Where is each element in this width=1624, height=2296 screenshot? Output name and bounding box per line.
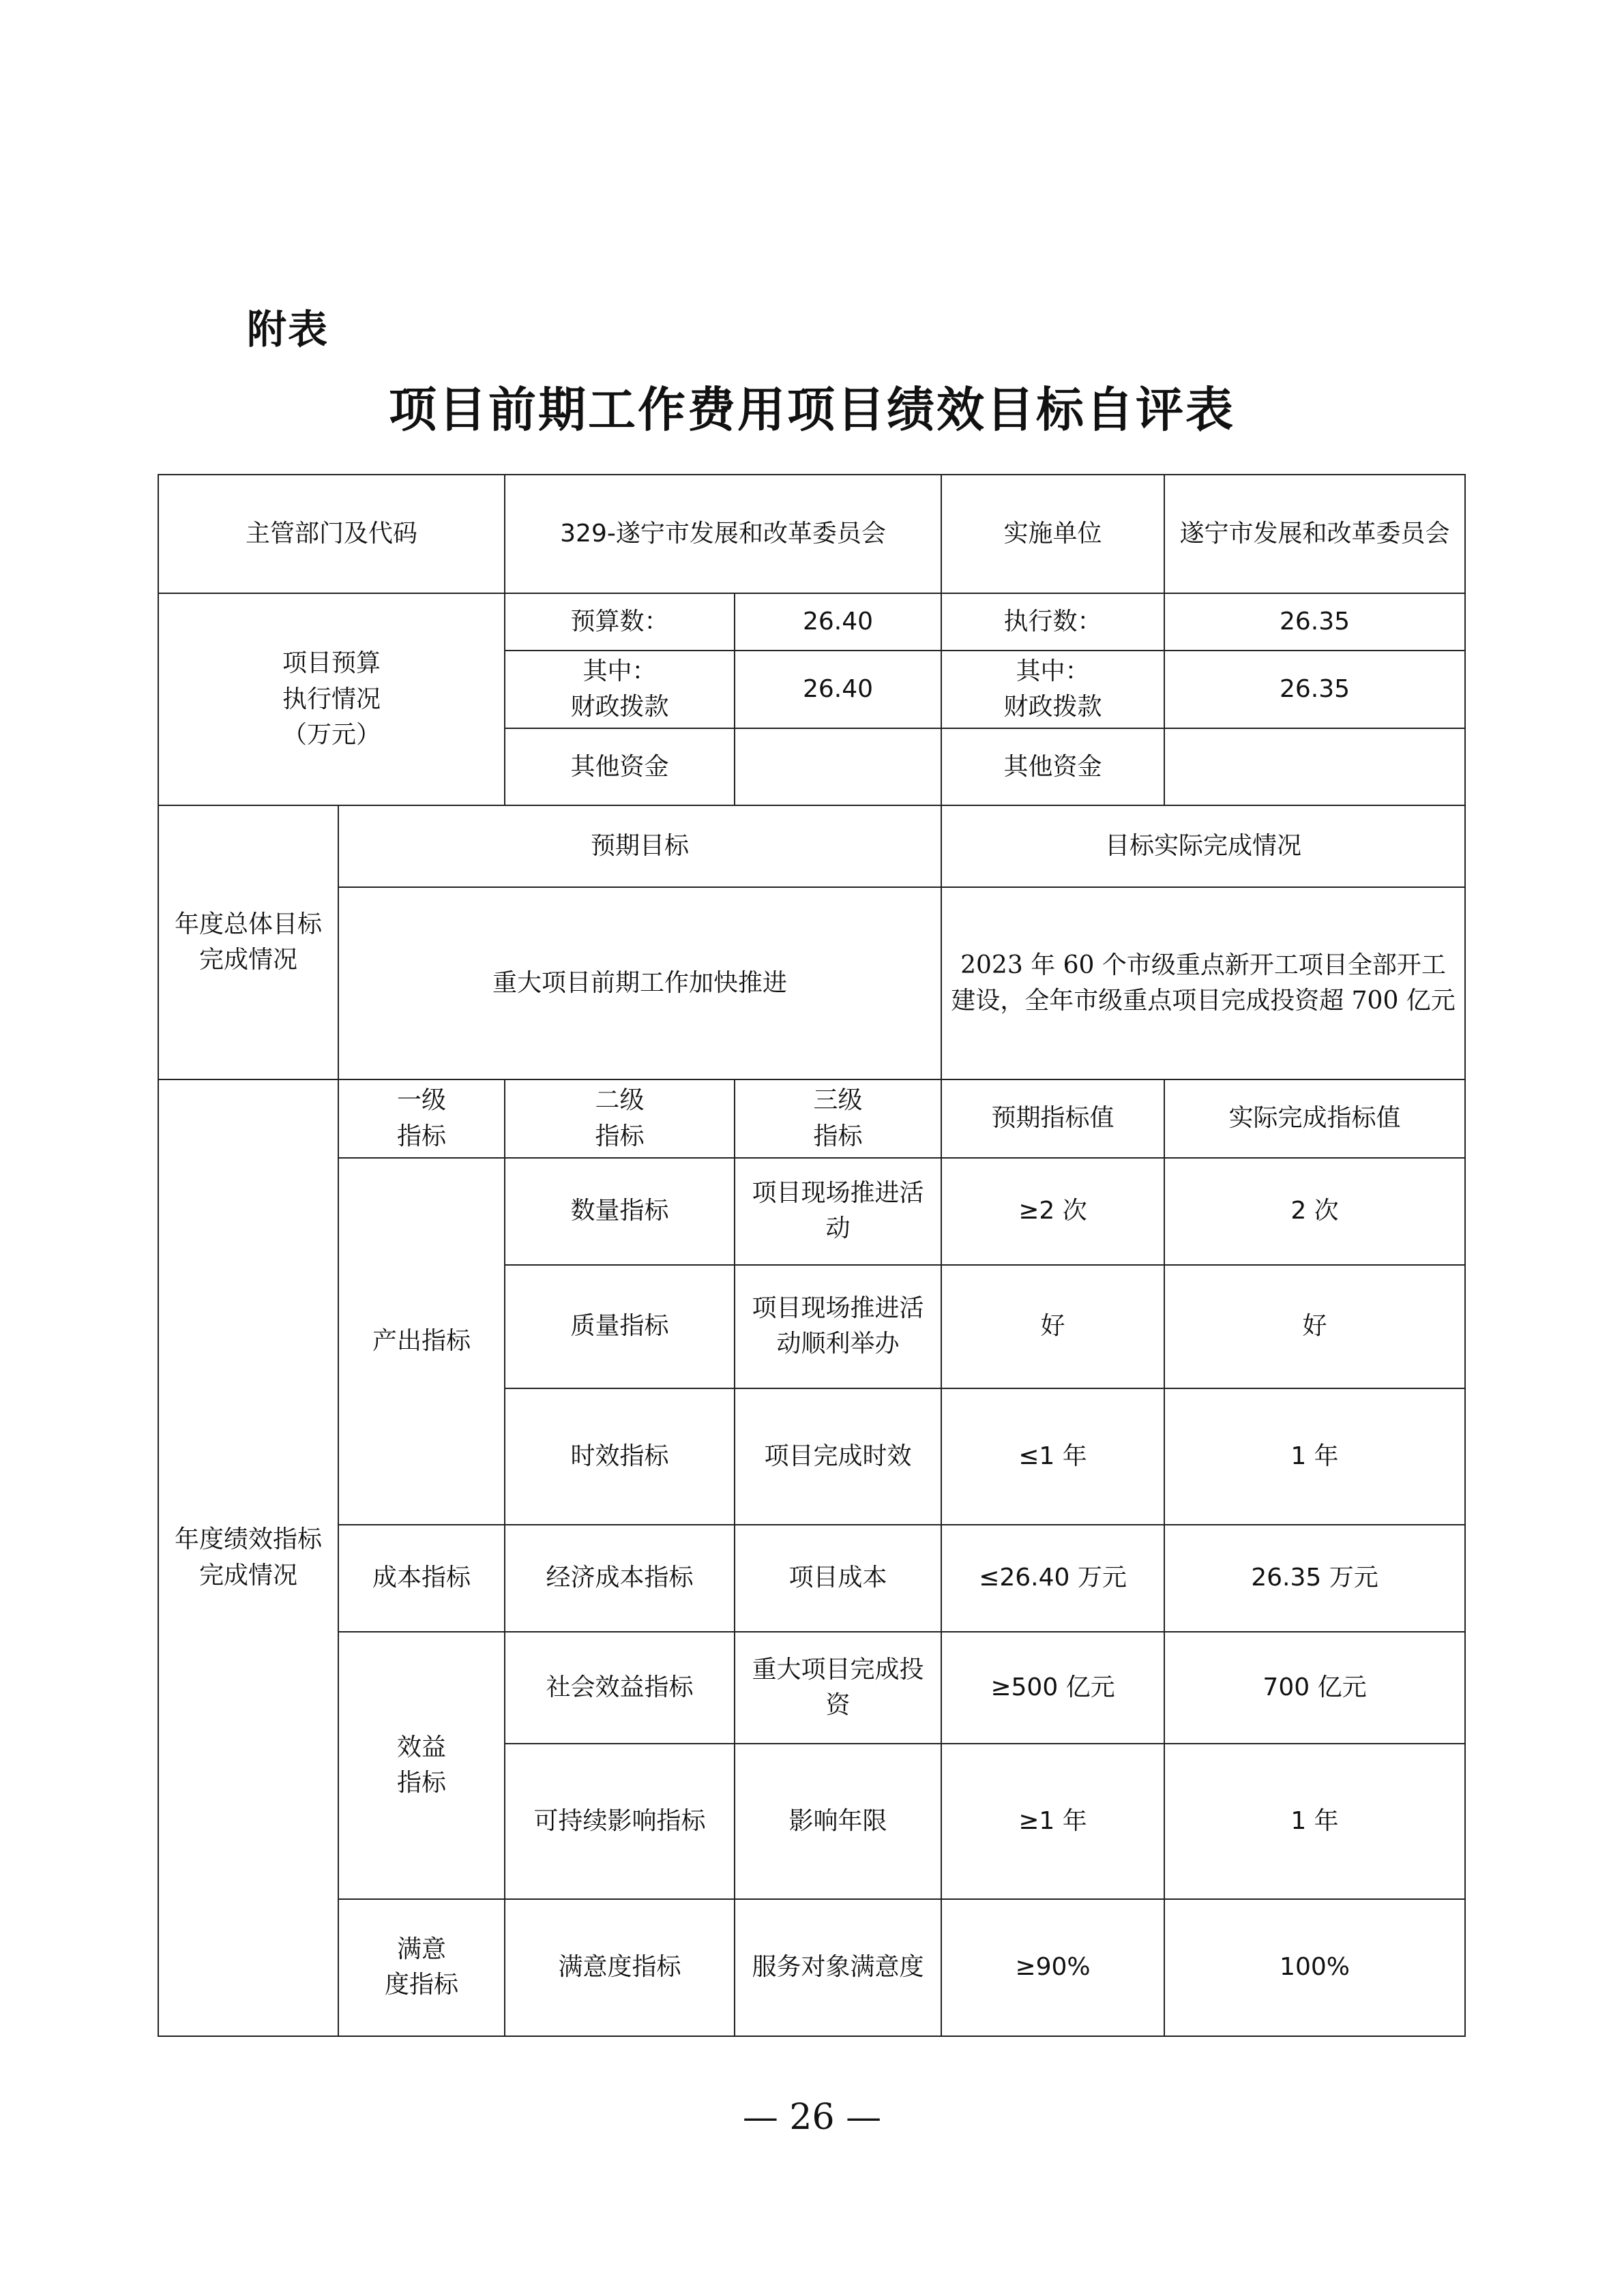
- expected-value-cell: ≤26.40 万元: [941, 1525, 1164, 1632]
- actual-value-cell: 1 年: [1164, 1388, 1465, 1525]
- benefit-indicator-group: [338, 1632, 505, 1899]
- page-number: — 26 —: [742, 2097, 882, 2138]
- level3-header-line-1: 三级: [813, 1086, 863, 1115]
- expected-value-cell: ≥90%: [941, 1899, 1164, 2036]
- expected-goal-header: 预期目标: [338, 805, 941, 887]
- level3-cell: 服务对象满意度: [735, 1899, 941, 2036]
- level3-cell: 项目完成时效: [735, 1388, 941, 1525]
- budget-other-label: 其他资金: [505, 728, 735, 805]
- expected-value-cell: 好: [941, 1265, 1164, 1388]
- expected-value-cell: ≥1 年: [941, 1744, 1164, 1899]
- expected-value-header: 预期指标值: [941, 1079, 1164, 1157]
- output-indicator-group: 产出指标: [338, 1158, 505, 1525]
- level2-cell: 时效指标: [505, 1388, 735, 1525]
- benefit-group-line-1: 效益: [397, 1733, 447, 1761]
- table-row: [158, 1079, 1465, 1157]
- expected-goal-text: 重大项目前期工作加快推进: [338, 887, 941, 1079]
- exec-other-value: [1164, 728, 1465, 805]
- budget-label-line-1: 项目预算: [282, 649, 381, 678]
- satisfaction-group-line-2: 度指标: [385, 1971, 459, 1999]
- exec-amount-value: 26.35: [1164, 593, 1465, 651]
- document-title: 项目前期工作费用项目绩效目标自评表: [389, 382, 1235, 438]
- level1-header-line-1: 一级: [397, 1086, 447, 1115]
- exec-fiscal-value: 26.35: [1164, 651, 1465, 728]
- exec-fiscal-label: [941, 651, 1164, 728]
- actual-value-header: 实际完成指标值: [1164, 1079, 1465, 1157]
- actual-value-cell: 1 年: [1164, 1744, 1465, 1899]
- actual-goal-header: 目标实际完成情况: [941, 805, 1465, 887]
- level2-header: [505, 1079, 735, 1157]
- level3-cell: 项目成本: [735, 1525, 941, 1632]
- dept-value: 329-遂宁市发展和改革委员会: [505, 475, 941, 593]
- performance-evaluation-table: [158, 474, 1466, 2037]
- level3-cell: 项目现场推进活动: [735, 1158, 941, 1265]
- level2-cell: 社会效益指标: [505, 1632, 735, 1744]
- unit-label: 实施单位: [941, 475, 1164, 593]
- level3-cell: 影响年限: [735, 1744, 941, 1899]
- budget-amount-value: 26.40: [735, 593, 941, 651]
- annual-goal-label-line-2: 完成情况: [198, 946, 297, 974]
- level3-cell: 重大项目完成投资: [735, 1632, 941, 1744]
- expected-value-cell: ≤1 年: [941, 1388, 1164, 1525]
- actual-value-cell: 26.35 万元: [1164, 1525, 1465, 1632]
- fiscal-label: 财政拨款: [570, 693, 669, 721]
- level1-header: [338, 1079, 505, 1157]
- level2-cell: 质量指标: [505, 1265, 735, 1388]
- level2-cell: 满意度指标: [505, 1899, 735, 2036]
- actual-value-cell: 100%: [1164, 1899, 1465, 2036]
- table-row: [158, 1158, 1465, 1265]
- expected-value-cell: ≥500 亿元: [941, 1632, 1164, 1744]
- level2-header-line-2: 指标: [595, 1122, 645, 1150]
- of-which-label: 其中：: [582, 657, 657, 685]
- level2-cell: 可持续影响指标: [505, 1744, 735, 1899]
- budget-label-line-2: 执行情况: [282, 685, 381, 713]
- indicators-section-label: [158, 1079, 338, 2036]
- actual-value-cell: 2 次: [1164, 1158, 1465, 1265]
- budget-other-value: [735, 728, 941, 805]
- budget-label-line-3: （万元）: [282, 720, 381, 749]
- of-which-label: 其中：: [1016, 657, 1090, 685]
- cost-indicator-group: 成本指标: [338, 1525, 505, 1632]
- satisfaction-indicator-group: [338, 1899, 505, 2036]
- level2-cell: 经济成本指标: [505, 1525, 735, 1632]
- dept-label: 主管部门及代码: [158, 475, 505, 593]
- table-row: [158, 1899, 1465, 2036]
- actual-goal-text: 2023 年 60 个市级重点新开工项目全部开工建设，全年市级重点项目完成投资超 700 亿元: [941, 887, 1465, 1079]
- table-row: [158, 475, 1465, 593]
- table-row: [158, 1525, 1465, 1632]
- level3-cell: 项目现场推进活动顺利举办: [735, 1265, 941, 1388]
- level1-header-line-2: 指标: [397, 1122, 447, 1150]
- appendix-label: 附表: [247, 306, 329, 353]
- table-row: [158, 887, 1465, 1079]
- level3-header: [735, 1079, 941, 1157]
- table-row: [158, 805, 1465, 887]
- expected-value-cell: ≥2 次: [941, 1158, 1164, 1265]
- level2-cell: 数量指标: [505, 1158, 735, 1265]
- table-row: [158, 593, 1465, 651]
- actual-value-cell: 好: [1164, 1265, 1465, 1388]
- exec-amount-label: 执行数：: [941, 593, 1164, 651]
- satisfaction-group-line-1: 满意: [397, 1935, 447, 1964]
- level3-header-line-2: 指标: [813, 1122, 863, 1150]
- annual-goal-label-line-1: 年度总体目标: [174, 910, 322, 939]
- budget-fiscal-label: [505, 651, 735, 728]
- exec-other-label: 其他资金: [941, 728, 1164, 805]
- unit-value: 遂宁市发展和改革委员会: [1164, 475, 1465, 593]
- benefit-group-line-2: 指标: [397, 1768, 447, 1797]
- actual-value-cell: 700 亿元: [1164, 1632, 1465, 1744]
- indicators-label-line-1: 年度绩效指标: [174, 1525, 322, 1554]
- annual-goal-section-label: [158, 805, 338, 1079]
- level2-header-line-1: 二级: [595, 1086, 645, 1115]
- budget-amount-label: 预算数：: [505, 593, 735, 651]
- table-row: [158, 1632, 1465, 1744]
- fiscal-label: 财政拨款: [1003, 693, 1102, 721]
- budget-fiscal-value: 26.40: [735, 651, 941, 728]
- budget-section-label: [158, 593, 505, 805]
- indicators-label-line-2: 完成情况: [198, 1561, 297, 1590]
